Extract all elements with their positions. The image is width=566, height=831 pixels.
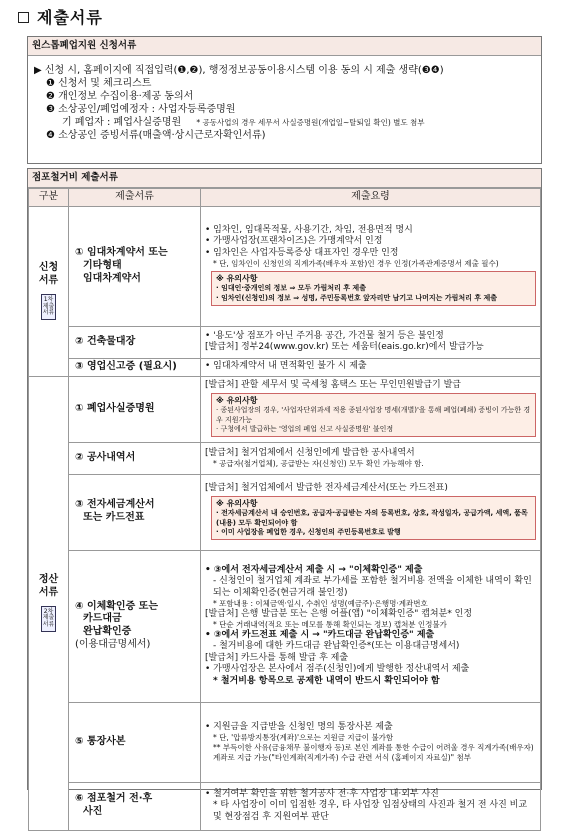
req-cell: • ③에서 전자세금계산서 제출 시 → "이체확인증" 제출 - 신청인이 철거업체 계좌로 부가세를 포함한 철거비용 전액을 이체한 내역이 확인되는 이체확인증(현금거래 불인정) * 포함내용 : 이체금액·일시, 수취인 성명(예금주)·은행명·계좌번호 [발급처] 은행 발급분 또는 은행 어플(앱) "이체확인증" 캡쳐분* 인정 * 단순 거래내역(적요 또는 메모를 통해 확인되는 정보) 캡쳐분 인정불가 • ③에서 카드전표 제출 시 → "카드대금 완납확인증" 제출 - 철거비용에 대한 카드대금 완납확인증*(또는 이용대금명세서) [발급처] 카드사를 통해 발급 후 제출 • 가맹사업장은 본사에서 점주(신청인)에게 발행한 정산내역서 제출 * 철거비용 항목으로 공제한 내역이 반드시 확인되어야 함 xyxy=(201,550,541,702)
stage-tag: 1차 제출 서류 xyxy=(41,294,57,321)
doc-cell: ① 임대차계약서 또는 기타형태 임대차계약서 xyxy=(69,206,201,326)
removal-header: 점포철거비 제출서류 xyxy=(28,169,541,188)
category-cell: 정산 서류 2차 제출 서류 xyxy=(29,376,69,830)
online-lead: ▶ 신청 시, 홈페이지에 직접입력(❶,❷), 행정정보공동이용시스템 이용 동의 시 제출 생략(❸❹) xyxy=(34,65,444,76)
online-header: 원스톱폐업지원 신청서류 xyxy=(28,37,541,56)
doc-cell: ⑤ 통장사본 xyxy=(69,702,201,782)
col-header: 제출서류 xyxy=(69,189,201,207)
removal-section xyxy=(27,168,542,822)
req-cell: • '용도'상 점포가 아닌 주거용 공간, 가건물 철거 등은 불인정 [발급처] 정부24(www.gov.kr) 또는 세움터(eais.go.kr)에서 발급가능 xyxy=(201,326,541,358)
caution-note: ※ 유의사항 · 전자세금계산서 내 승인번호, 공급자·공급받는 자의 등록번호, 상호, 작성일자, 공급가액, 세액, 품목(내용) 모두 확인되어야 함 · 이미 사업장을 폐업한 경우, 신청인의 주민등록번호로 발행 xyxy=(211,496,536,540)
doc-cell: ⑥ 점포철거 전·후 사진 xyxy=(69,782,201,830)
checkbox-icon xyxy=(18,12,29,23)
caution-note: ※ 유의사항 · 임대인·중개인의 정보 ⇒ 모두 가림처리 후 제출 · 임차인(신청인)의 정보 ⇒ 성명, 주민등록번호 앞자리만 남기고 나머지는 가림처리 후 제출 xyxy=(211,271,536,306)
req-cell: [발급처] 철거업체에서 발급한 전자세금계산서(또는 카드전표) ※ 유의사항 · 전자세금계산서 내 승인번호, 공급자·공급받는 자의 등록번호, 상호, 작성일자, 공급가액, 세액, 품목(내용) 모두 확인되어야 함 · 이미 사업장을 폐업한 경우, 신청인의 주민등록번호로 발행 xyxy=(201,474,541,550)
page-title: 제출서류 xyxy=(18,8,103,28)
doc-cell: ② 건축물대장 xyxy=(69,326,201,358)
online-section xyxy=(27,36,542,164)
removal-table xyxy=(28,188,541,831)
bullet-arrow-icon: ▶ xyxy=(34,65,45,76)
req-cell: [발급처] 관할 세무서 및 국세청 홈택스 또는 무인민원발급기 발급 ※ 유의사항 · 종된사업장의 경우, '사업자단위과세 적용 종된사업장 명세(개별)'을 통해 폐업(폐쇄) 증빙이 가능한 경우 지원가능 · 구청에서 발급하는 '영업의 폐업 신고 사실증명원' 불인정 xyxy=(201,376,541,442)
online-item: ❸ 소상공인/폐업예정자 : 사업자등록증명원 xyxy=(46,104,236,115)
doc-cell: ② 공사내역서 xyxy=(69,442,201,474)
doc-cell: ① 폐업사실증명원 xyxy=(69,376,201,442)
doc-cell: ③ 전자세금계산서 또는 카드전표 xyxy=(69,474,201,550)
req-cell: [발급처] 철거업체에서 신청인에게 발급한 공사내역서 * 공급자(철거업체), 공급받는 자(신청인) 모두 확인 가능해야 함. xyxy=(201,442,541,474)
online-item: ❷ 개인정보 수집이용·제공 동의서 xyxy=(46,91,194,102)
online-item: ❹ 소상공인 증빙서류(매출액·상시근로자확인서류) xyxy=(46,130,266,141)
stage-tag: 2차 제출 서류 xyxy=(41,606,57,633)
req-cell: • 철거여부 확인을 위한 철거공사 전·후 사업장 내·외부 사진 * 타 사업장이 이미 입점한 경우, 타 사업장 입점상태의 사진과 철거 전 사진 비교 및 현장점검 후 지원여부 판단 xyxy=(201,782,541,830)
caution-note: ※ 유의사항 · 종된사업장의 경우, '사업자단위과세 적용 종된사업장 명세(개별)'을 통해 폐업(폐쇄) 증빙이 가능한 경우 지원가능 · 구청에서 발급하는 '영업의 폐업 신고 사실증명원' 불인정 xyxy=(211,393,536,437)
category-cell: 신청 서류 1차 제출 서류 xyxy=(29,206,69,376)
req-cell: • 임대차계약서 내 면적확인 불가 시 제출 xyxy=(201,358,541,376)
online-item: 기 폐업자 : 폐업사실증명원 * 공동사업의 경우 세무서 사실증명원(개업일~탈퇴일 확인) 별도 첨부 xyxy=(62,117,425,128)
req-cell: • 지원금을 지급받을 신청인 명의 통장사본 제출 * 단, '압류방지통장(계좌)'으로는 지원금 지급이 불가함 ** 부득이한 사유(금융채무 불이행자 등)로 본인 계좌를 통한 수급이 어려울 경우 직계가족(배우자) 계좌로 지급 가능("타인계좌(직계가족) 수급 관련 서식 (홈페이지 자료실)" 첨부 xyxy=(201,702,541,782)
online-item-note: * 공동사업의 경우 세무서 사실증명원(개업일~탈퇴일 확인) 별도 첨부 xyxy=(196,118,425,127)
doc-cell: ③ 영업신고증 (필요시) xyxy=(69,358,201,376)
online-item: ❶ 신청서 및 체크리스트 xyxy=(46,78,152,89)
req-cell: • 임차인, 임대목적물, 사용기간, 차임, 전용면적 명시 • 가맹사업장(프랜차이즈)은 가맹계약서 인정 • 임차인은 사업자등록증상 대표자인 경우만 인정 * 단, 임차인이 신청인의 직계가족(배우자 포함)인 경우 인정(가족관계증명서 제출 필수) ※ 유의사항 · 임대인·중개인의 정보 ⇒ 모두 가림처리 후 제출 · 임차인(신청인)의 정보 ⇒ 성명, 주민등록번호 앞자리만 남기고 나머지는 가림처리 후 제출 xyxy=(201,206,541,326)
col-header: 제출요령 xyxy=(201,189,541,207)
col-header: 구분 xyxy=(29,189,69,207)
doc-cell: ④ 이체확인증 또는 카드대금 완납확인증 (이용대금명세서) xyxy=(69,550,201,702)
